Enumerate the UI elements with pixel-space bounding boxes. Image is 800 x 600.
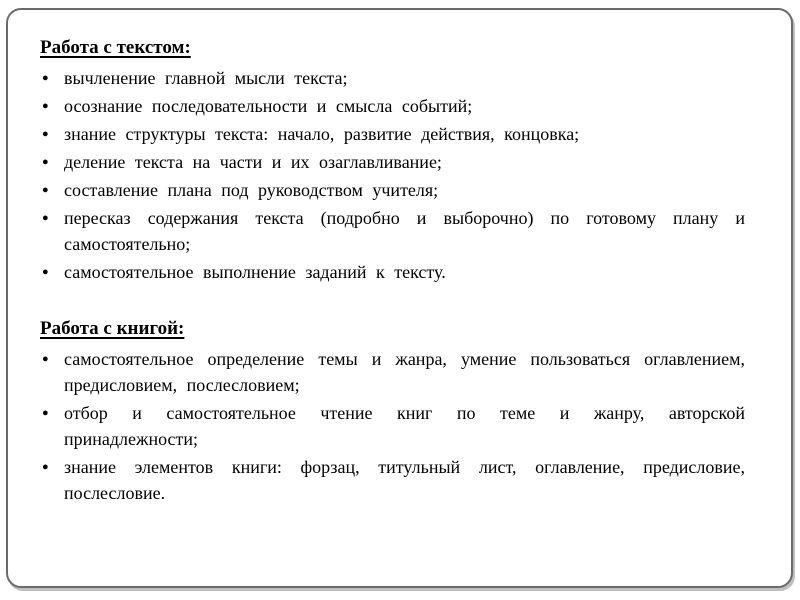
list-item — [40, 177, 745, 203]
list-item — [40, 346, 745, 398]
list-item-text: самостоятельное выполнение заданий к тексту. — [64, 262, 446, 282]
list-item-text: осознание последовательности и смысла событий; — [64, 96, 473, 116]
list-item — [40, 454, 745, 506]
list-item-text: деление текста на части и их озаглавливание; — [64, 152, 442, 172]
bullet-icon: ● — [42, 353, 49, 365]
bullet-icon: ● — [42, 156, 49, 168]
bullet-icon: ● — [42, 266, 49, 278]
bullet-icon: ● — [42, 128, 49, 140]
list-item-text: вычленение главной мысли текста; — [64, 68, 348, 88]
list-item — [40, 259, 745, 285]
list-item — [40, 121, 745, 147]
list-item — [40, 205, 745, 257]
bullet-icon: ● — [42, 184, 49, 196]
section-work-with-text — [40, 35, 745, 285]
list-item-text: самостоятельное определение темы и жанра, умение пользоваться оглавлением, предисловием, послесловием; — [64, 349, 745, 395]
list-item — [40, 93, 745, 119]
list-item — [40, 149, 745, 175]
bullet-list-text-work — [40, 65, 745, 285]
bullet-icon: ● — [42, 461, 49, 473]
list-item-text: знание элементов книги: форзац, титульный лист, оглавление, предисловие, послесловие. — [64, 457, 745, 503]
bullet-icon: ● — [42, 72, 49, 84]
list-item — [40, 65, 745, 91]
list-item — [40, 400, 745, 452]
list-item-text: знание структуры текста: начало, развитие действия, концовка; — [64, 124, 580, 144]
list-item-text: отбор и самостоятельное чтение книг по теме и жанру, авторской принадлежности; — [64, 403, 745, 449]
section-title-book-work: Работа с книгой: — [40, 318, 185, 339]
bullet-icon: ● — [42, 212, 49, 224]
list-item-text: составление плана под руководством учителя; — [64, 180, 439, 200]
section-title-text-work: Работа с текстом: — [40, 37, 191, 58]
content-frame — [6, 8, 793, 588]
list-item-text: пересказ содержания текста (подробно и выборочно) по готовому плану и самостоятельно; — [64, 208, 745, 254]
bullet-list-book-work — [40, 346, 745, 506]
section-work-with-book — [40, 316, 745, 506]
bullet-icon: ● — [42, 407, 49, 419]
bullet-icon: ● — [42, 100, 49, 112]
